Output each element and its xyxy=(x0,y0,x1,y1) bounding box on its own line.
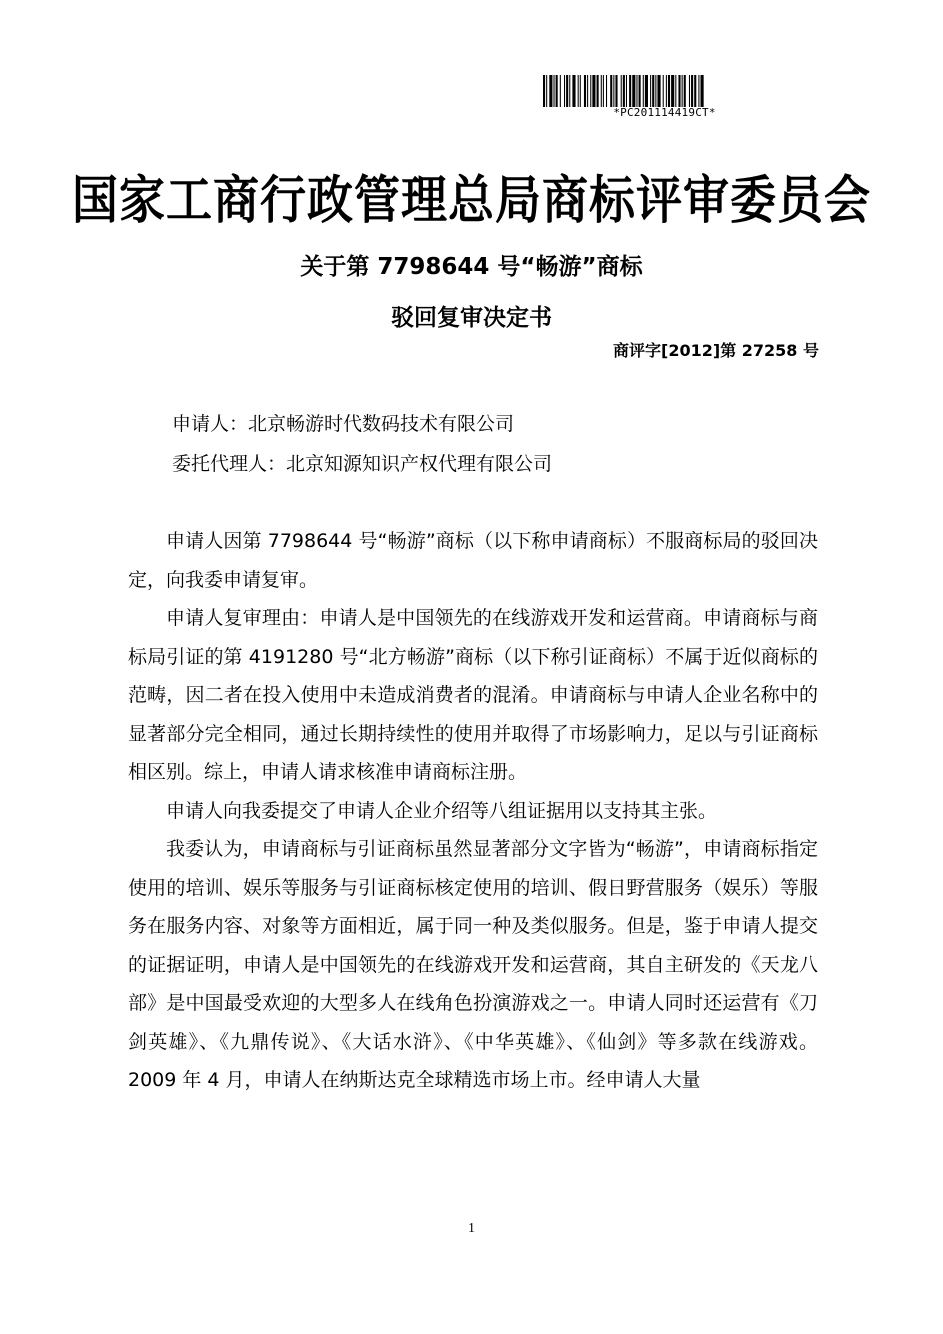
barcode-bar xyxy=(678,75,680,107)
barcode-text: *PC201114419CT* xyxy=(613,106,716,119)
barcode-bar xyxy=(621,75,622,107)
barcode-bar xyxy=(668,75,670,107)
barcode-bar xyxy=(655,75,656,107)
barcode-bar xyxy=(601,75,602,107)
paragraph-committee-opinion: 我委认为，申请商标与引证商标虽然显著部分文字皆为“畅游”，申请商标指定使用的培训、娱乐等服务与引证商标核定使用的培训、假日野营服务（娱乐）等服务在服务内容、对象等方面相近，属于同一种及类似服务。但是，鉴于申请人提交的证据证明，申请人是中国领先的在线游戏开发和运营商，其自主研发的《天龙八部》是中国最受欢迎的大型多人在线角色扮演游戏之一。申请人同时还运营有《刀剑英雄》、《九鼎传说》、《大话水浒》、《中华英雄》、《仙剑》等多款在线游戏。2009 年 4 月，申请人在纳斯达克全球精选市场上市。经申请人大量 xyxy=(128,838,818,1091)
barcode-bar xyxy=(613,75,614,107)
barcode-bar xyxy=(666,75,667,107)
barcode-bar xyxy=(546,75,547,107)
barcode-bar xyxy=(694,75,696,107)
barcode-image xyxy=(543,75,786,107)
document-number: 商评字[2012]第 27258 号 xyxy=(613,341,819,360)
decision-body xyxy=(128,522,818,1100)
barcode-bar xyxy=(689,75,690,107)
barcode-bar xyxy=(691,75,693,107)
barcode-bar xyxy=(597,75,599,107)
barcode-bar xyxy=(623,75,625,107)
barcode-bar xyxy=(580,75,581,107)
applicant-line: 申请人：北京畅游时代数码技术有限公司 xyxy=(172,413,515,435)
barcode-bar xyxy=(556,75,558,107)
barcode-bar xyxy=(701,75,704,107)
barcode-bar xyxy=(584,75,586,107)
decision-subtitle-line1: 关于第 7798644 号“畅游”商标 xyxy=(300,254,643,280)
barcode-bar xyxy=(675,75,676,107)
barcode-bar xyxy=(645,75,648,107)
barcode-bar xyxy=(626,75,627,107)
barcode-bar xyxy=(590,75,591,107)
barcode-bar xyxy=(639,75,641,107)
barcode-bar xyxy=(643,75,644,107)
barcode-bar xyxy=(650,75,651,107)
barcode-bar xyxy=(636,75,637,107)
agent-line: 委托代理人：北京知源知识产权代理有限公司 xyxy=(172,453,553,475)
barcode-bar xyxy=(684,75,686,107)
paragraph-background: 申请人因第 7798644 号“畅游”商标（以下称申请商标）不服商标局的驳回决定，向我委申请复审。 xyxy=(128,530,818,591)
barcode-bar xyxy=(632,75,635,107)
barcode-bar xyxy=(566,75,568,107)
paragraph-applicant-reasons: 申请人复审理由：申请人是中国领先的在线游戏开发和运营商。申请商标与商标局引证的第 4191280 号“北方畅游”商标（以下称引证商标）不属于近似商标的范畴，因二者在投入使用中未造成消费者的混淆。申请商标与申请人企业名称中的显著部分完全相同，通过长期持续性的使用并取得了市场影响力，足以与引证商标相区别。综上，申请人请求核准申请商标注册。 xyxy=(128,607,818,783)
barcode-bar xyxy=(603,75,604,107)
barcode-bar xyxy=(606,75,607,107)
barcode-bar xyxy=(671,75,674,107)
barcode-bar xyxy=(569,75,570,107)
barcode-bar xyxy=(657,75,660,107)
barcode-bar xyxy=(615,75,617,107)
decision-subtitle-line2: 驳回复审决定书 xyxy=(391,305,552,331)
barcode-bar xyxy=(543,75,545,107)
barcode-bar xyxy=(554,75,555,107)
page-number: 1 xyxy=(468,1221,475,1236)
barcode-block xyxy=(543,75,786,119)
organization-title: 国家工商行政管理总局商标评审委员会 xyxy=(72,169,871,231)
barcode-bar xyxy=(578,75,579,107)
barcode-bar xyxy=(629,75,631,107)
barcode-bar xyxy=(663,75,664,107)
barcode-bar xyxy=(564,75,565,107)
barcode-bar xyxy=(560,75,561,107)
barcode-bar xyxy=(592,75,595,107)
barcode-bar xyxy=(698,75,699,107)
paragraph-evidence: 申请人向我委提交了申请人企业介绍等八组证据用以支持其主张。 xyxy=(166,799,718,822)
barcode-bar xyxy=(549,75,552,107)
barcode-bar xyxy=(682,75,683,107)
barcode-bar xyxy=(587,75,588,107)
barcode-bar xyxy=(610,75,612,107)
barcode-bar xyxy=(652,75,654,107)
barcode-bar xyxy=(572,75,575,107)
